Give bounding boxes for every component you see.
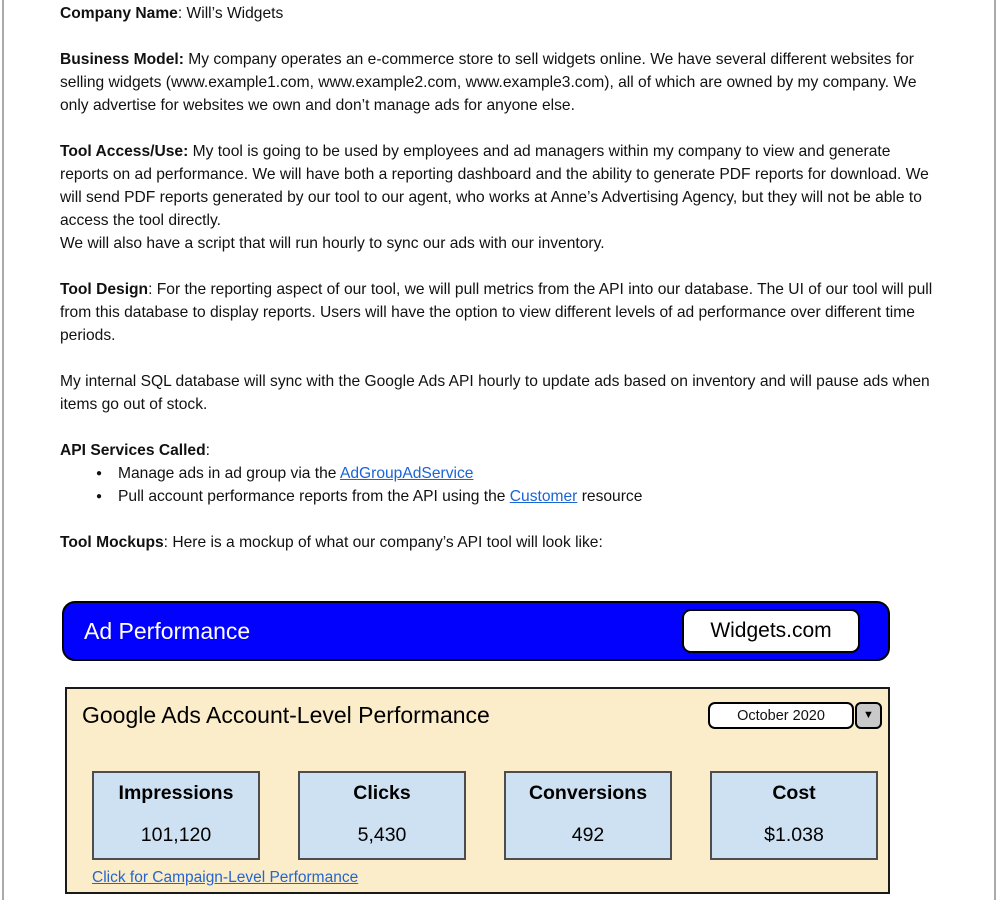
- metric-value: 101,120: [140, 824, 212, 846]
- metric-value: 5,430: [357, 824, 407, 846]
- page-right-edge: [994, 0, 996, 900]
- period-dropdown-value[interactable]: October 2020: [708, 702, 854, 729]
- page-left-edge: [2, 0, 4, 900]
- period-dropdown[interactable]: [708, 702, 882, 729]
- metric-value: 492: [571, 824, 605, 846]
- metric-card-impressions: [92, 771, 260, 860]
- metric-card-cost: [710, 771, 878, 860]
- metric-cards-row: [92, 771, 878, 860]
- paragraph-tool-access: [60, 140, 941, 255]
- api-services-list: [60, 462, 941, 508]
- tool-mockups-text: : Here is a mockup of what our company’s API tool will look like:: [163, 534, 603, 551]
- app-bar-title: Ad Performance: [84, 617, 251, 644]
- company-name-label: Company Name: [60, 5, 178, 22]
- metric-label: Impressions: [118, 782, 234, 804]
- metric-label: Conversions: [528, 782, 648, 804]
- adgroupadservice-link[interactable]: AdGroupAdService: [339, 465, 474, 482]
- paragraph-tool-design: [60, 278, 941, 347]
- customer-link[interactable]: Customer: [509, 488, 578, 505]
- chevron-down-icon: ▼: [863, 709, 874, 721]
- document-body: [60, 2, 941, 577]
- tool-access-text: My tool is going to be used by employees and ad managers within my company to view and generate reports on ad performance. We will have both a reporting dashboard and the ability to generate PDF reports for download. We will send PDF reports generated by our tool to our agent, who works at Anne’s Advertising Agency, but they will not be able to access the tool directly.: [60, 143, 929, 229]
- panel-header: [82, 702, 882, 729]
- list-item: [60, 485, 941, 508]
- tool-access-text-line2: We will also have a script that will run hourly to sync our ads with our inventory.: [60, 235, 605, 252]
- account-performance-panel: [65, 687, 890, 894]
- bullet-text: Pull account performance reports from the API using the: [118, 488, 510, 505]
- paragraph-sql-note: [60, 370, 941, 416]
- api-services-label: API Services Called: [60, 442, 206, 459]
- period-dropdown-button[interactable]: [855, 702, 882, 729]
- paragraph-api-services: [60, 439, 941, 462]
- metric-label: Clicks: [353, 782, 411, 804]
- list-item: [60, 462, 941, 485]
- tool-access-label: Tool Access/Use:: [60, 143, 189, 160]
- metric-value: $1.038: [764, 824, 824, 846]
- paragraph-business-model: [60, 48, 941, 117]
- tool-design-label: Tool Design: [60, 281, 149, 298]
- business-model-label: Business Model:: [60, 51, 184, 68]
- metric-label: Cost: [772, 782, 816, 804]
- widgets-site-button[interactable]: Widgets.com: [682, 609, 860, 653]
- tool-mockups-label: Tool Mockups: [60, 534, 164, 551]
- paragraph-tool-mockups: [60, 531, 941, 554]
- bullet-text: Manage ads in ad group via the: [118, 465, 340, 482]
- sql-note-text: My internal SQL database will sync with the Google Ads API hourly to update ads based on inventory and will pause ads when items go out of stock.: [60, 373, 930, 413]
- company-name-value: : Will’s Widgets: [177, 5, 284, 22]
- campaign-level-link[interactable]: Click for Campaign-Level Performance: [92, 869, 359, 886]
- paragraph-company-name: [60, 2, 941, 25]
- metric-card-conversions: [504, 771, 672, 860]
- api-services-colon: :: [205, 442, 210, 459]
- bullet-suffix: resource: [577, 488, 643, 505]
- business-model-text: My company operates an e-commerce store to sell widgets online. We have several different websites for selling widgets (www.example1.com, www.example2.com, www.example3.com), all of which are owned by my company. We only advertise for websites we own and don’t manage ads for anyone else.: [60, 51, 917, 114]
- metric-card-clicks: [298, 771, 466, 860]
- panel-title: Google Ads Account-Level Performance: [82, 702, 490, 728]
- mockup-app-bar: [62, 601, 890, 661]
- tool-design-text: : For the reporting aspect of our tool, we will pull metrics from the API into our database. The UI of our tool will pull from this database to display reports. Users will have the option to view different levels of ad performance over different time periods.: [60, 281, 933, 344]
